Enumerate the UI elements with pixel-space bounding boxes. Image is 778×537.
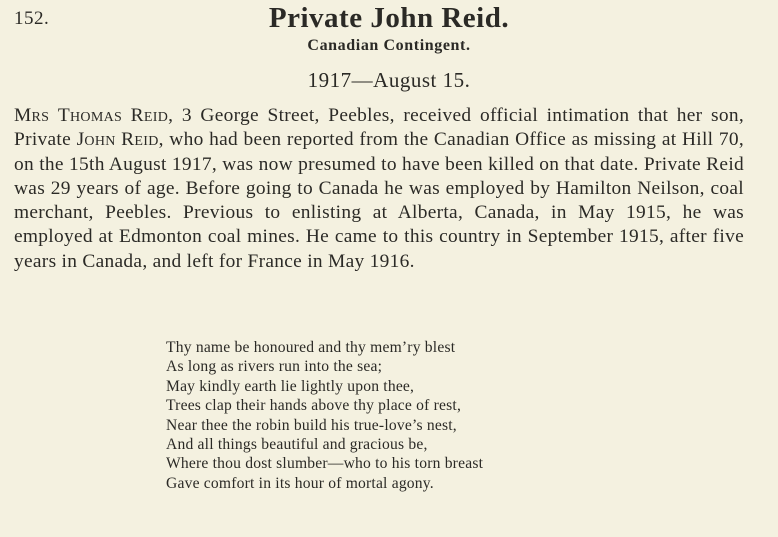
dateline: 1917—August 15.: [307, 68, 471, 92]
body-paragraph: [14, 104, 744, 274]
paragraph-text-1: , 3 George Street, Peebles, received official intimation that her son, Private: [14, 105, 744, 151]
page-number: 152.: [14, 8, 50, 29]
poem-line: Near thee the robin build his true-love’s nest,: [166, 416, 457, 434]
poem-line: Gave comfort in its hour of mortal agony.: [166, 474, 434, 492]
page-title: Private John Reid.: [268, 2, 510, 34]
page-subtitle: Canadian Contingent.: [307, 37, 471, 54]
paragraph-text-2: , who had been reported from the Canadian Office as missing at Hill 70, on the 15th August 1917, was now presumed to have been killed on that date. Private Reid was 29 years of age. Before going to Canada he was employed by Hamilton Neilson, coal merchant, Peebles. Previous to enlisting at Alberta, Canada, in May 1915, he was employed at Edmonton coal mines. He came to this country in September 1915, after five years in Canada, and left for France in May 1916.: [14, 129, 744, 272]
poem-line: And all things beautiful and gracious be,: [166, 436, 428, 454]
thomas-reid-name: Thomas Reid: [57, 105, 169, 126]
poem-line: As long as rivers run into the sea;: [166, 358, 383, 376]
john-reid-name: John Reid: [76, 129, 159, 151]
poem-line: May kindly earth lie lightly upon thee,: [166, 377, 415, 395]
poem-line: Thy name be honoured and thy mem’ry blest: [166, 339, 456, 356]
poem: [166, 338, 483, 493]
mrs-text: Mrs: [14, 105, 50, 126]
poem-line: Trees clap their hands above thy place of rest,: [166, 397, 462, 415]
poem-line: Where thou dost slumber—who to his torn breast: [166, 455, 484, 473]
